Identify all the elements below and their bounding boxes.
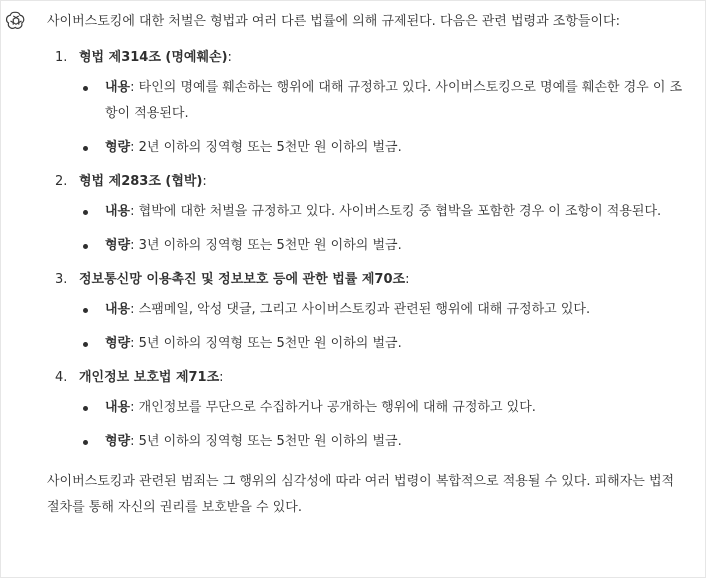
point-text: 3년 이하의 징역형 또는 5천만 원 이하의 벌금. bbox=[138, 238, 402, 253]
point-label: 형량 bbox=[105, 336, 131, 351]
law-point: 형량: 5년 이하의 징역형 또는 5천만 원 이하의 벌금. bbox=[47, 331, 687, 357]
point-label: 내용 bbox=[105, 400, 131, 415]
point-label: 내용 bbox=[105, 302, 131, 317]
law-points bbox=[47, 75, 687, 161]
point-label: 형량 bbox=[105, 238, 131, 253]
law-list bbox=[47, 45, 687, 455]
law-points bbox=[47, 395, 687, 455]
point-text: 2년 이하의 징역형 또는 5천만 원 이하의 벌금. bbox=[138, 140, 402, 155]
law-title: 형법 제314조 (명예훼손) bbox=[79, 50, 228, 65]
message-content bbox=[47, 9, 687, 521]
law-point: 내용: 협박에 대한 처벌을 규정하고 있다. 사이버스토킹 중 협박을 포함한 경우 이 조항이 적용된다. bbox=[47, 199, 687, 225]
law-point: 내용: 개인정보를 무단으로 수집하거나 공개하는 행위에 대해 규정하고 있다. bbox=[47, 395, 687, 421]
law-point: 형량: 5년 이하의 징역형 또는 5천만 원 이하의 벌금. bbox=[47, 429, 687, 455]
law-number: 1. bbox=[55, 50, 68, 65]
law-point: 내용: 타인의 명예를 훼손하는 행위에 대해 규정하고 있다. 사이버스토킹으로 명예를 훼손한 경우 이 조항이 적용된다. bbox=[47, 75, 687, 127]
law-points bbox=[47, 199, 687, 259]
law-item: 3. 정보통신망 이용촉진 및 정보보호 등에 관한 법률 제70조: 내용: 스팸메일, 악성 댓글, 그리고 사이버스토킹과 관련된 행위에 대해 규정하고 있다. 형량: 5년 이하의 징역형 또는 5천만 원 이하의 벌금. bbox=[47, 267, 687, 357]
law-point: 내용: 스팸메일, 악성 댓글, 그리고 사이버스토킹과 관련된 행위에 대해 규정하고 있다. bbox=[47, 297, 687, 323]
point-text: 타인의 명예를 훼손하는 행위에 대해 규정하고 있다. 사이버스토킹으로 명예를 훼손한 경우 이 조항이 적용된다. bbox=[105, 80, 683, 121]
point-label: 내용 bbox=[105, 204, 131, 219]
point-text: 5년 이하의 징역형 또는 5천만 원 이하의 벌금. bbox=[138, 336, 402, 351]
openai-logo-icon bbox=[5, 10, 27, 32]
law-title: 정보통신망 이용촉진 및 정보보호 등에 관한 법률 제70조 bbox=[79, 272, 406, 287]
law-number: 4. bbox=[55, 370, 68, 385]
point-text: 스팸메일, 악성 댓글, 그리고 사이버스토킹과 관련된 행위에 대해 규정하고 있다. bbox=[138, 302, 591, 317]
point-text: 5년 이하의 징역형 또는 5천만 원 이하의 벌금. bbox=[138, 434, 402, 449]
law-number: 2. bbox=[55, 174, 68, 189]
law-points bbox=[47, 297, 687, 357]
intro-paragraph: 사이버스토킹에 대한 처벌은 형법과 여러 다른 법률에 의해 규제된다. 다음은 관련 법령과 조항들이다: bbox=[47, 14, 620, 29]
law-item: 1. 형법 제314조 (명예훼손): 내용: 타인의 명예를 훼손하는 행위에 대해 규정하고 있다. 사이버스토킹으로 명예를 훼손한 경우 이 조항이 적용된다. 형량: 2년 이하의 징역형 또는 5천만 원 이하의 벌금. bbox=[47, 45, 687, 161]
point-text: 협박에 대한 처벌을 규정하고 있다. 사이버스토킹 중 협박을 포함한 경우 이 조항이 적용된다. bbox=[138, 204, 662, 219]
law-title: 형법 제283조 (협박) bbox=[79, 174, 203, 189]
point-label: 형량 bbox=[105, 140, 131, 155]
law-point: 형량: 3년 이하의 징역형 또는 5천만 원 이하의 벌금. bbox=[47, 233, 687, 259]
point-label: 내용 bbox=[105, 80, 131, 95]
point-label: 형량 bbox=[105, 434, 131, 449]
law-item: 4. 개인정보 보호법 제71조: 내용: 개인정보를 무단으로 수집하거나 공개하는 행위에 대해 규정하고 있다. 형량: 5년 이하의 징역형 또는 5천만 원 이하의 벌금. bbox=[47, 365, 687, 455]
law-number: 3. bbox=[55, 272, 68, 287]
law-title: 개인정보 보호법 제71조 bbox=[79, 370, 220, 385]
law-point: 형량: 2년 이하의 징역형 또는 5천만 원 이하의 벌금. bbox=[47, 135, 687, 161]
outro-paragraph: 사이버스토킹과 관련된 범죄는 그 행위의 심각성에 따라 여러 법령이 복합적으로 적용될 수 있다. 피해자는 법적 절차를 통해 자신의 권리를 보호받을 수 있다. bbox=[47, 474, 675, 515]
point-text: 개인정보를 무단으로 수집하거나 공개하는 행위에 대해 규정하고 있다. bbox=[138, 400, 536, 415]
law-item: 2. 형법 제283조 (협박): 내용: 협박에 대한 처벌을 규정하고 있다. 사이버스토킹 중 협박을 포함한 경우 이 조항이 적용된다. 형량: 3년 이하의 징역형 또는 5천만 원 이하의 벌금. bbox=[47, 169, 687, 259]
